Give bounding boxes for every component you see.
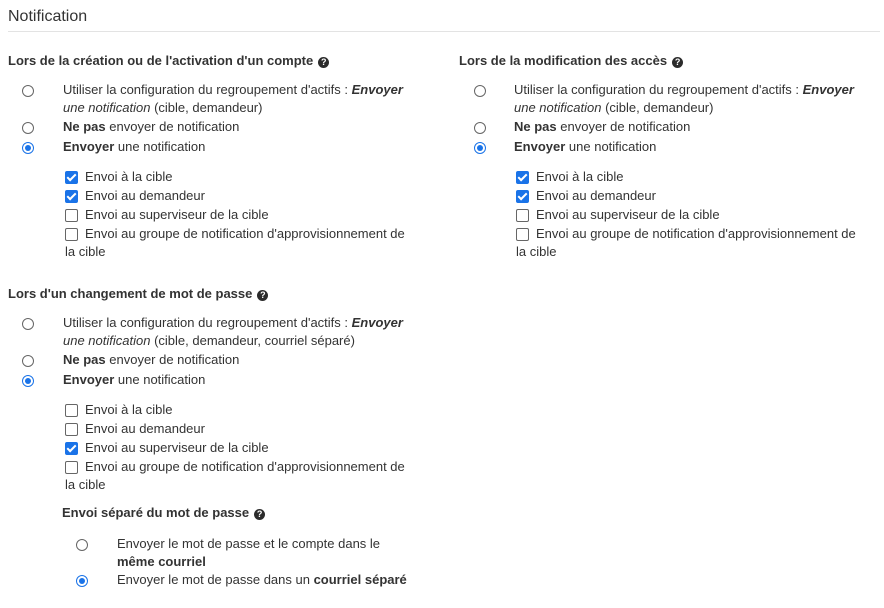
checkbox-send-to-supervisor[interactable] xyxy=(65,209,78,222)
radio-separate-email[interactable] xyxy=(76,575,88,587)
question-circle-icon[interactable]: ? xyxy=(257,290,268,301)
radio-send-notification-label xyxy=(63,138,205,156)
question-circle-icon[interactable]: ? xyxy=(254,509,265,520)
option-suffix: (cible, demandeur) xyxy=(150,100,263,115)
option-emphasis: Envoyer xyxy=(802,82,854,97)
option-emphasis: Envoyer xyxy=(351,82,403,97)
page-title: Notification xyxy=(8,8,88,25)
radio-do-not-send[interactable] xyxy=(22,122,34,134)
title-divider xyxy=(8,31,880,32)
checkbox-send-to-provisioning-group-label: Envoi au groupe de notification d'approvisionnement de xyxy=(85,226,405,241)
checkbox-send-to-supervisor[interactable] xyxy=(65,442,78,455)
section-heading xyxy=(459,53,683,68)
option-bold: Ne pas xyxy=(514,119,557,134)
checkbox-send-to-requester[interactable] xyxy=(65,190,78,203)
radio-use-group-config[interactable] xyxy=(22,318,34,330)
option-bold: Ne pas xyxy=(63,119,106,134)
checkbox-send-to-provisioning-group-label: Envoi au groupe de notification d'approvisionnement de xyxy=(85,459,405,474)
option-suffix: (cible, demandeur) xyxy=(601,100,714,115)
radio-send-notification[interactable] xyxy=(22,375,34,387)
section-heading xyxy=(8,286,268,301)
section-separate-password xyxy=(62,505,442,597)
question-circle-icon[interactable]: ? xyxy=(672,57,683,68)
question-circle-icon[interactable]: ? xyxy=(318,57,329,68)
option-suffix: une notification xyxy=(114,372,206,387)
radio-send-notification[interactable] xyxy=(22,142,34,154)
section-heading-text: Lors de la création ou de l'activation d'un compte xyxy=(8,53,314,68)
radio-send-notification-label xyxy=(63,371,205,389)
radio-do-not-send[interactable] xyxy=(474,122,486,134)
option-italic: une notification xyxy=(63,100,151,115)
option-bold: Envoyer xyxy=(63,372,115,387)
option-bold: Envoyer xyxy=(63,139,115,154)
checkbox-send-to-provisioning-group-label-cont: la cible xyxy=(516,244,557,259)
checkbox-send-to-provisioning-group-label: Envoi au groupe de notification d'approvisionnement de xyxy=(536,226,856,241)
radio-do-not-send-label xyxy=(514,118,690,136)
checkbox-send-to-requester-label: Envoi au demandeur xyxy=(85,188,205,203)
checkbox-send-to-requester-label: Envoi au demandeur xyxy=(85,421,205,436)
radio-send-notification[interactable] xyxy=(474,142,486,154)
option-italic: une notification xyxy=(514,100,602,115)
checkbox-send-to-target[interactable] xyxy=(516,171,529,184)
section-password-change xyxy=(8,286,438,498)
option-suffix: envoyer de notification xyxy=(105,119,240,134)
option-text: Utiliser la configuration du regroupement d'actifs : xyxy=(63,315,352,330)
option-bold: même courriel xyxy=(117,554,206,569)
option-text: Utiliser la configuration du regroupement d'actifs : xyxy=(63,82,352,97)
option-italic: une notification xyxy=(63,333,151,348)
option-text: Utiliser la configuration du regroupement d'actifs : xyxy=(514,82,803,97)
radio-do-not-send-label xyxy=(63,351,239,369)
radio-use-group-config-label xyxy=(63,81,433,117)
radio-separate-email-label xyxy=(117,571,407,589)
checkbox-send-to-target-label: Envoi à la cible xyxy=(536,169,624,184)
checkbox-send-to-supervisor-label: Envoi au superviseur de la cible xyxy=(85,440,269,455)
option-bold: courriel séparé xyxy=(313,572,407,587)
checkbox-send-to-requester-label: Envoi au demandeur xyxy=(536,188,656,203)
radio-use-group-config-label xyxy=(63,314,433,350)
checkbox-send-to-requester[interactable] xyxy=(65,423,78,436)
checkbox-send-to-supervisor-label: Envoi au superviseur de la cible xyxy=(85,207,269,222)
section-heading-text: Envoi séparé du mot de passe xyxy=(62,505,250,520)
section-heading-text: Lors d'un changement de mot de passe xyxy=(8,286,253,301)
option-suffix: une notification xyxy=(114,139,206,154)
checkbox-send-to-supervisor-label: Envoi au superviseur de la cible xyxy=(536,207,720,222)
checkbox-send-to-provisioning-group-label-cont: la cible xyxy=(65,244,106,259)
checkbox-send-to-requester[interactable] xyxy=(516,190,529,203)
option-text: Envoyer le mot de passe et le compte dans le xyxy=(117,536,381,551)
option-suffix: envoyer de notification xyxy=(105,352,240,367)
checkbox-send-to-target-label: Envoi à la cible xyxy=(85,169,173,184)
option-text: Envoyer le mot de passe dans un xyxy=(117,572,314,587)
option-suffix: envoyer de notification xyxy=(556,119,691,134)
checkbox-send-to-target[interactable] xyxy=(65,171,78,184)
radio-do-not-send[interactable] xyxy=(22,355,34,367)
option-suffix: une notification xyxy=(565,139,657,154)
checkbox-send-to-target[interactable] xyxy=(65,404,78,417)
radio-same-email[interactable] xyxy=(76,539,88,551)
checkbox-send-to-target-label: Envoi à la cible xyxy=(85,402,173,417)
checkbox-send-to-provisioning-group-label-cont: la cible xyxy=(65,477,106,492)
checkbox-send-to-provisioning-group[interactable] xyxy=(65,228,78,241)
section-account-creation xyxy=(8,53,438,263)
section-heading xyxy=(62,505,265,520)
section-access-modification xyxy=(459,53,881,263)
checkbox-send-to-provisioning-group[interactable] xyxy=(516,228,529,241)
radio-use-group-config-label xyxy=(514,81,884,117)
radio-use-group-config[interactable] xyxy=(474,85,486,97)
option-emphasis: Envoyer xyxy=(351,315,403,330)
checkbox-send-to-supervisor[interactable] xyxy=(516,209,529,222)
radio-use-group-config[interactable] xyxy=(22,85,34,97)
section-heading-text: Lors de la modification des accès xyxy=(459,53,668,68)
radio-send-notification-label xyxy=(514,138,656,156)
checkbox-send-to-provisioning-group[interactable] xyxy=(65,461,78,474)
radio-same-email-label xyxy=(117,535,417,571)
option-suffix: (cible, demandeur, courriel séparé) xyxy=(150,333,355,348)
option-bold: Envoyer xyxy=(514,139,566,154)
section-heading xyxy=(8,53,329,68)
option-bold: Ne pas xyxy=(63,352,106,367)
radio-do-not-send-label xyxy=(63,118,239,136)
